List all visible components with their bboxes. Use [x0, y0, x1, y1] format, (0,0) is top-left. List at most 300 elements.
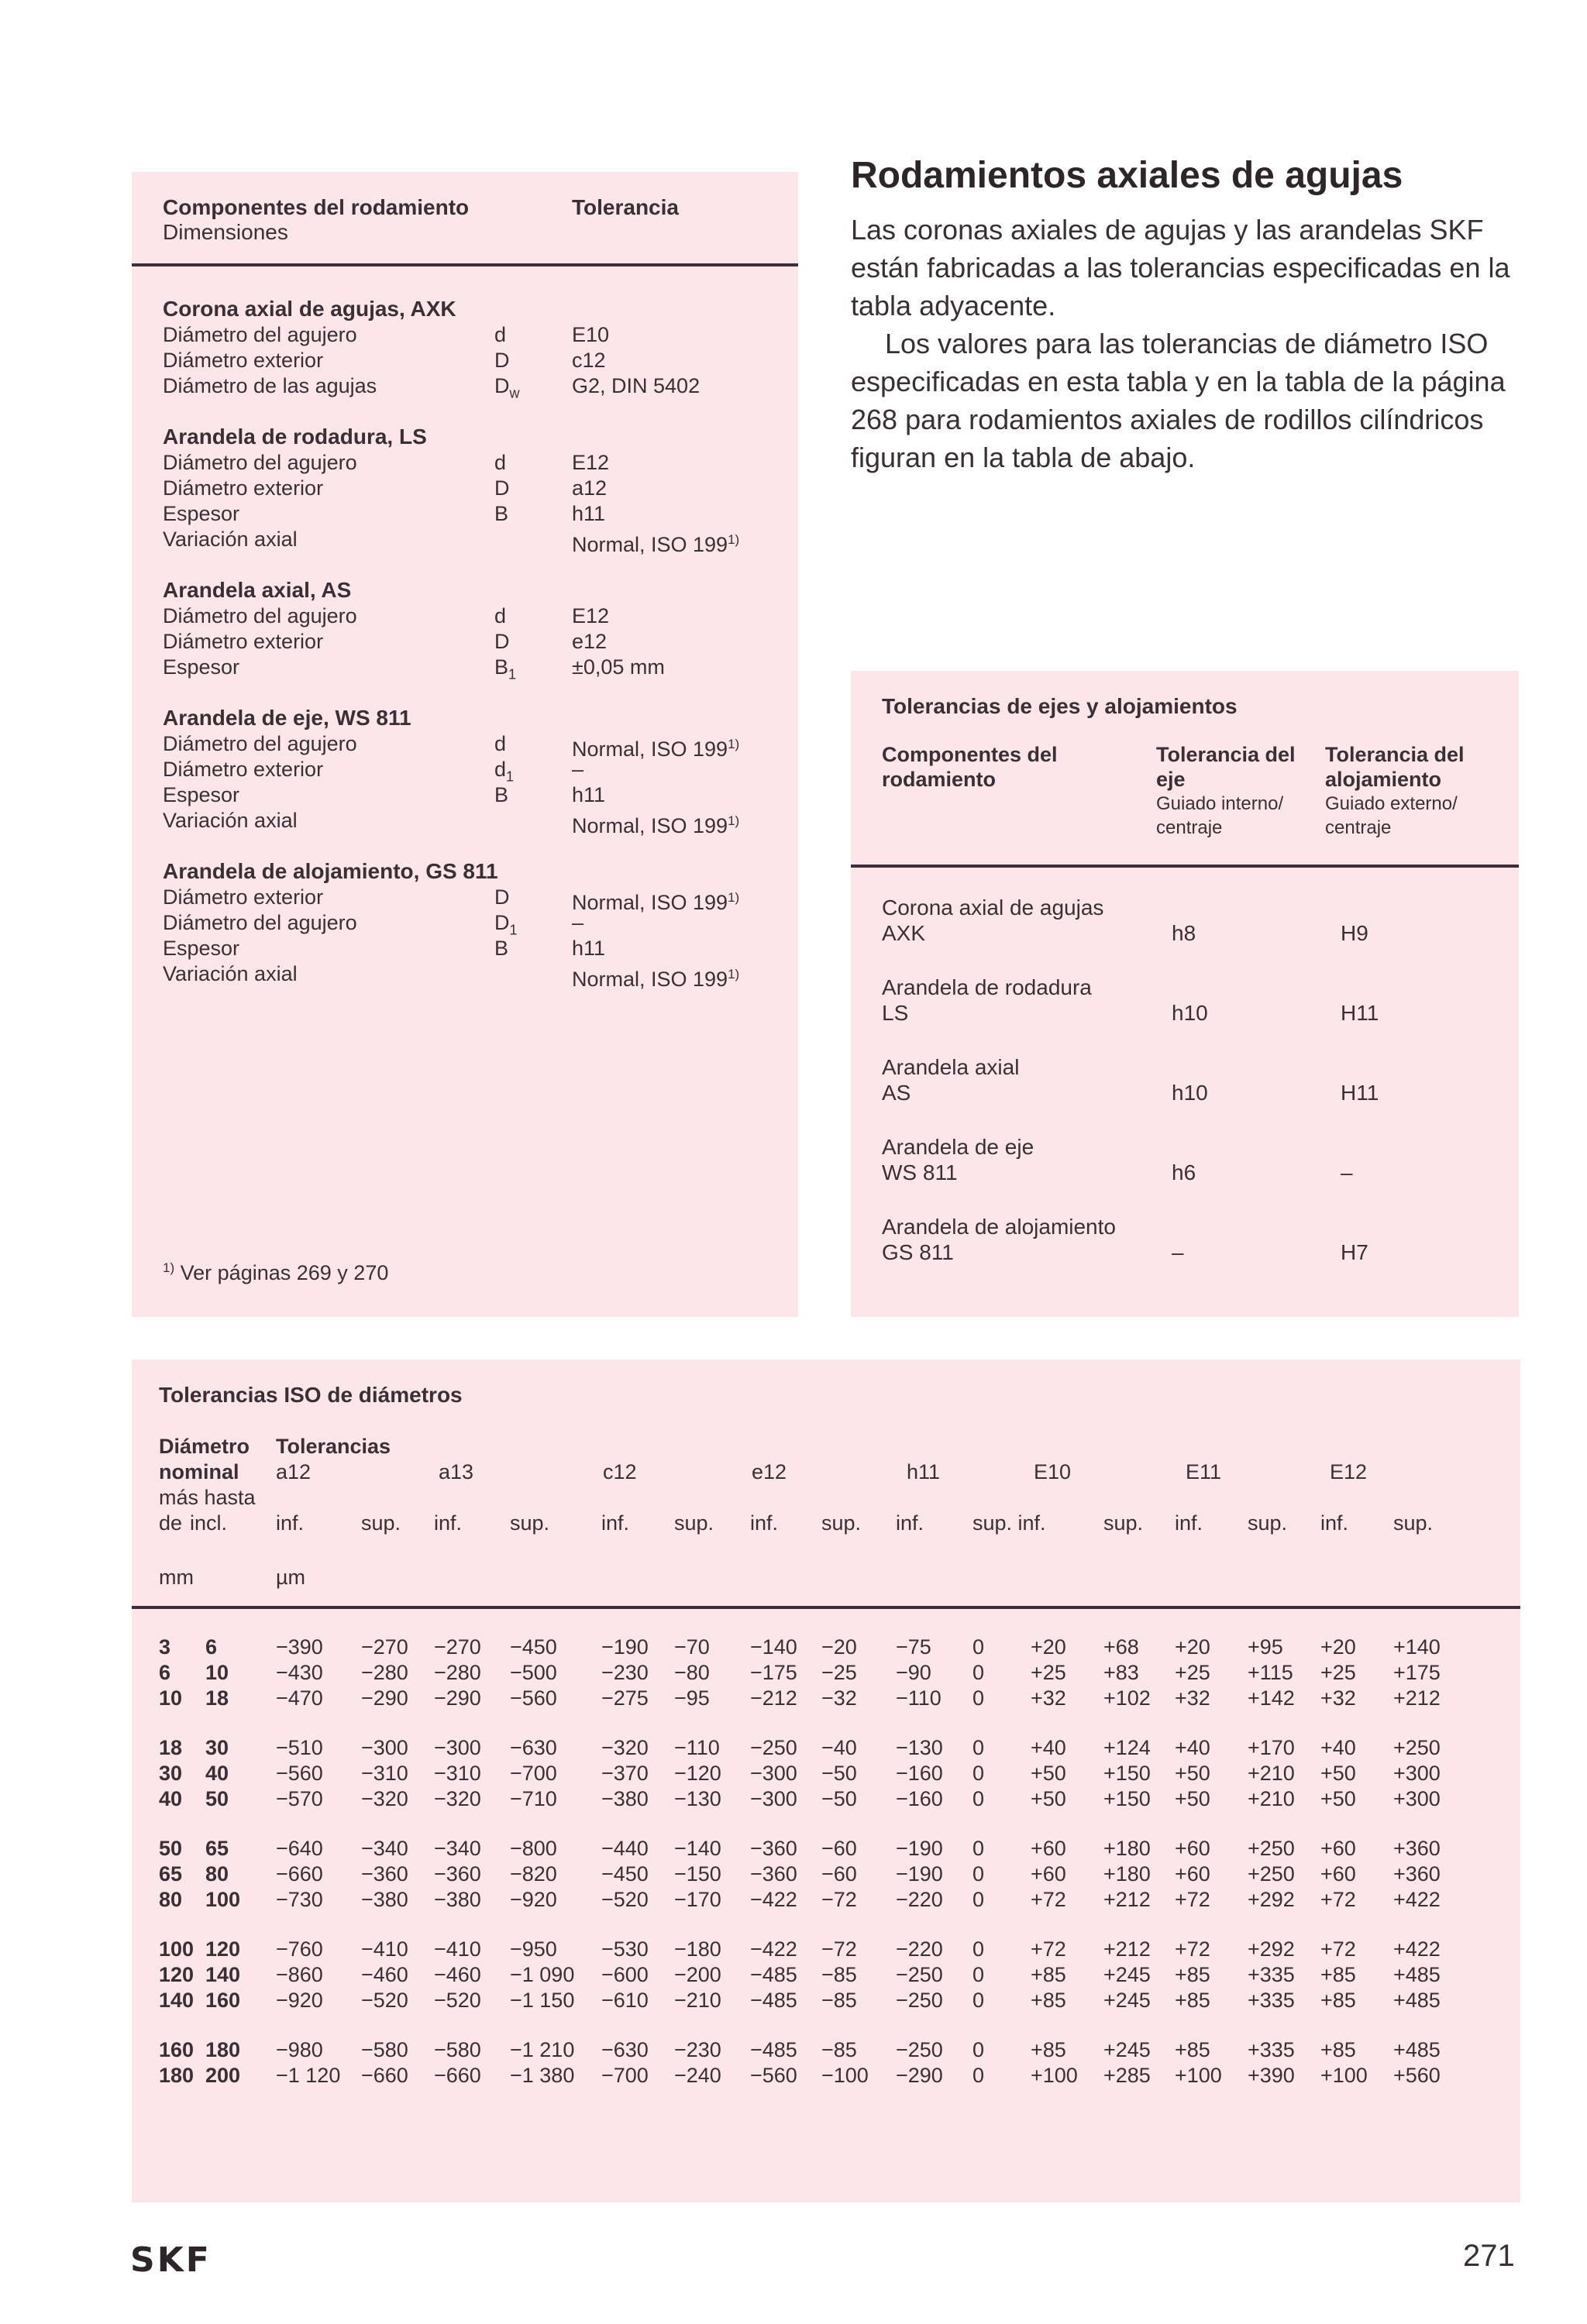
tolerance-cell: 0 [973, 2064, 985, 2087]
tolerance-cell: −320 [434, 1787, 481, 1810]
tolerance-cell: +245 [1103, 1989, 1151, 2012]
footnote [163, 1260, 388, 1285]
symbol-letter: B [494, 655, 509, 679]
tolerance-cell: −920 [510, 1888, 557, 1911]
dimension-label: Diámetro exterior [163, 758, 324, 781]
tolerance-cell: −20 [821, 1635, 857, 1659]
tolerance-cell: +300 [1393, 1762, 1441, 1785]
component-name: Arandela de rodadura [882, 975, 1092, 999]
housing-tolerance: H9 [1341, 921, 1368, 945]
tolerance-cell: −1 150 [510, 1989, 575, 2012]
tolerance-text: h11 [572, 502, 606, 525]
tolerance-cell: −360 [434, 1862, 481, 1886]
left-table-body [163, 296, 783, 1012]
tolerance-cell: +85 [1320, 1989, 1356, 2012]
tolerance-cell: −380 [601, 1787, 649, 1810]
tolerance-cell: −170 [674, 1888, 721, 1911]
iso-table-row [132, 1786, 1520, 1812]
iso-unit-mm: mm [159, 1566, 194, 1589]
tolerance-section [163, 424, 783, 556]
symbol-letter: D [494, 476, 510, 500]
tolerance-cell: −50 [821, 1787, 857, 1810]
iso-header-de: de [159, 1511, 183, 1535]
tolerance-cell: −660 [276, 1862, 323, 1886]
tolerance-cell: −410 [361, 1937, 408, 1961]
iso-header-inf: inf. [896, 1511, 924, 1535]
tolerance-cell: +40 [1175, 1736, 1210, 1759]
footnote-ref: 1) [728, 737, 740, 751]
iso-table-row [132, 1988, 1520, 2013]
tolerance-cell: −460 [434, 1963, 481, 1986]
iso-header-sup: sup. [1393, 1511, 1434, 1535]
iso-header-tolerancias: Tolerancias [276, 1435, 391, 1458]
tolerance-cell: −300 [750, 1787, 797, 1810]
shaft-header-shaft-title: Tolerancia del eje [1156, 743, 1296, 791]
iso-grade-c12: c12 [603, 1460, 637, 1483]
shaft-header-housing-sub: Guiado externo/ centraje [1325, 793, 1458, 838]
tolerance-cell: +210 [1248, 1787, 1295, 1810]
tolerance-cell: −580 [434, 2038, 481, 2061]
shaft-table-row [882, 1135, 1502, 1186]
bearing-tolerance-panel [132, 172, 798, 1317]
tolerance-cell: −920 [276, 1989, 323, 2012]
tolerance-cell: −700 [510, 1762, 557, 1785]
tolerance-row [163, 757, 783, 785]
tolerance-value [572, 936, 605, 961]
tolerance-text: E12 [572, 451, 610, 474]
tolerance-cell: +50 [1031, 1762, 1066, 1785]
tolerance-cell: +180 [1103, 1862, 1151, 1886]
shaft-header-shaft [1156, 742, 1319, 840]
component-code: GS 811 [882, 1240, 954, 1264]
tolerance-cell: +100 [1320, 2064, 1368, 2087]
article-paragraph-1: Las coronas axiales de agujas y las arandelas SKF están fabricadas a las tolerancias especificadas en la tabla adyacente. [851, 214, 1510, 321]
iso-header-sup: sup. [821, 1511, 862, 1535]
section-title: Arandela de rodadura, LS [163, 425, 427, 449]
diameter-to: 10 [205, 1661, 229, 1684]
tolerance-cell: −250 [896, 2038, 943, 2061]
iso-header-inf: inf. [1175, 1511, 1203, 1535]
iso-table-row [132, 1836, 1520, 1862]
tolerance-cell: +25 [1320, 1661, 1356, 1684]
tolerance-cell: +83 [1103, 1661, 1139, 1684]
diameter-to: 80 [205, 1862, 229, 1886]
tolerance-cell: −390 [276, 1635, 323, 1659]
tolerance-cell: +360 [1393, 1862, 1441, 1886]
tolerance-cell: 0 [973, 1837, 985, 1860]
tolerance-cell: +124 [1103, 1736, 1151, 1759]
tolerance-row [163, 603, 783, 629]
tolerance-cell: +68 [1103, 1635, 1139, 1659]
iso-table-title: Tolerancias ISO de diámetros [159, 1383, 463, 1407]
tolerance-value [572, 476, 607, 501]
tolerance-cell: −510 [276, 1736, 323, 1759]
tolerance-row [163, 476, 783, 501]
tolerance-cell: −175 [750, 1661, 797, 1684]
dimension-label: Diámetro exterior [163, 476, 324, 500]
iso-table-row [132, 1887, 1520, 1913]
shaft-tolerance: h6 [1172, 1160, 1196, 1184]
tolerance-cell: −340 [434, 1837, 481, 1860]
tolerance-cell: −520 [361, 1989, 408, 2012]
iso-table-row [132, 1660, 1520, 1686]
tolerance-cell: −380 [434, 1888, 481, 1911]
skf-logo: SKF [130, 2240, 212, 2280]
tolerance-cell: −300 [434, 1736, 481, 1759]
tolerance-cell: −230 [674, 2038, 721, 2061]
tolerance-cell: −210 [674, 1989, 721, 2012]
symbol-letter: D [494, 349, 510, 372]
tolerance-cell: +32 [1175, 1686, 1210, 1710]
tolerance-cell: −110 [674, 1736, 720, 1759]
tolerance-cell: −485 [750, 1963, 797, 1986]
iso-table-row [132, 1862, 1520, 1887]
housing-tolerance: H7 [1341, 1240, 1368, 1264]
tolerance-cell: −1 380 [510, 2064, 575, 2087]
tolerance-cell: +85 [1031, 1963, 1066, 1986]
tolerance-cell: −640 [276, 1837, 323, 1860]
tolerance-cell: +335 [1248, 1963, 1295, 1986]
tolerance-value [572, 910, 584, 936]
tolerance-section [163, 858, 783, 991]
tolerance-cell: −320 [361, 1787, 408, 1810]
tolerance-cell: −760 [276, 1937, 323, 1961]
tolerance-cell: −72 [821, 1888, 857, 1911]
tolerance-cell: −80 [674, 1661, 710, 1684]
tolerance-cell: +72 [1031, 1937, 1066, 1961]
tolerance-cell: −190 [896, 1862, 943, 1886]
tolerance-cell: −520 [434, 1989, 481, 2012]
tolerance-cell: −730 [276, 1888, 323, 1911]
shaft-header-components: Componentes del rodamiento [882, 743, 1058, 791]
tolerance-cell: +25 [1031, 1661, 1066, 1684]
tolerance-value [572, 348, 606, 373]
tolerance-cell: −360 [750, 1862, 797, 1886]
iso-table-row [132, 1686, 1520, 1711]
tolerance-cell: −460 [361, 1963, 408, 1986]
component-name: Arandela de eje [882, 1135, 1034, 1159]
tolerance-cell: −250 [750, 1736, 797, 1759]
tolerance-cell: +245 [1103, 1963, 1151, 1986]
tolerance-cell: −360 [361, 1862, 408, 1886]
housing-tolerance: – [1341, 1160, 1353, 1184]
section-title: Arandela de eje, WS 811 [163, 706, 411, 730]
iso-header-inf: inf. [1320, 1511, 1349, 1535]
dimension-symbol [494, 501, 508, 527]
header-tolerance: Tolerancia [572, 195, 679, 219]
tolerance-cell: −800 [510, 1837, 557, 1860]
footnote-ref: 1) [728, 890, 740, 905]
tolerance-cell: +212 [1103, 1937, 1151, 1961]
dimension-label: Diámetro exterior [163, 349, 324, 372]
diameter-from: 30 [159, 1762, 183, 1785]
tolerance-cell: +72 [1175, 1888, 1210, 1911]
tolerance-cell: +485 [1393, 1989, 1441, 2012]
dimension-symbol [494, 322, 506, 348]
tolerance-cell: +85 [1175, 2038, 1210, 2061]
tolerance-cell: −250 [896, 1963, 943, 1986]
diameter-to: 160 [205, 1989, 241, 2012]
tolerance-cell: −160 [896, 1762, 943, 1785]
tolerance-cell: 0 [973, 1937, 985, 1961]
dimension-symbol [494, 731, 506, 757]
iso-table-row [132, 2037, 1520, 2063]
symbol-letter: d [494, 323, 507, 346]
tolerance-text: Normal, ISO 199 [572, 891, 728, 914]
tolerance-cell: −370 [601, 1762, 649, 1785]
diameter-from: 120 [159, 1963, 195, 1986]
tolerance-cell: +95 [1248, 1635, 1283, 1659]
iso-header-diametro: Diámetro [159, 1435, 250, 1458]
symbol-letter: D [494, 885, 510, 909]
tolerance-cell: −160 [896, 1787, 943, 1810]
tolerance-cell: +20 [1031, 1635, 1066, 1659]
diameter-to: 120 [205, 1937, 241, 1961]
symbol-letter: B [494, 937, 509, 960]
header-dimensions: Dimensiones [163, 220, 288, 244]
tolerance-row [163, 373, 783, 399]
tolerance-cell: +102 [1103, 1686, 1151, 1710]
dimension-label: Diámetro del agujero [163, 604, 357, 627]
diameter-from: 180 [159, 2064, 195, 2087]
tolerance-cell: 0 [973, 1963, 985, 1986]
tolerance-cell: +150 [1103, 1762, 1151, 1785]
tolerance-value [572, 782, 605, 808]
tolerance-cell: −485 [750, 1989, 797, 2012]
tolerance-cell: +85 [1320, 2038, 1356, 2061]
tolerance-cell: −85 [821, 1989, 857, 2012]
tolerance-cell: 0 [973, 2038, 985, 2061]
iso-grade-h11: h11 [907, 1460, 941, 1483]
tolerance-cell: +50 [1320, 1787, 1356, 1810]
dimension-symbol [494, 885, 510, 910]
symbol-subscript: 1 [508, 666, 517, 682]
tolerance-cell: −580 [361, 2038, 408, 2061]
tolerance-cell: +50 [1175, 1787, 1210, 1810]
tolerance-cell: +245 [1103, 2038, 1151, 2061]
tolerance-cell: −40 [821, 1736, 857, 1759]
dimension-label: Variación axial [163, 528, 298, 551]
iso-table-row [132, 2063, 1520, 2089]
tolerance-text: G2, DIN 5402 [572, 374, 701, 397]
tolerance-cell: −560 [510, 1686, 557, 1710]
tolerance-cell: −130 [674, 1787, 721, 1810]
tolerance-value [572, 527, 739, 558]
tolerance-cell: −290 [434, 1686, 481, 1710]
shaft-header-rule [851, 865, 1519, 868]
tolerance-row [163, 731, 783, 761]
shaft-tolerance: h10 [1172, 1001, 1208, 1025]
tolerance-cell: −220 [896, 1937, 943, 1961]
tolerance-cell: −1 090 [510, 1963, 575, 1986]
symbol-letter: D [494, 374, 510, 397]
iso-grade-a13: a13 [439, 1460, 474, 1483]
shaft-tolerance: h8 [1172, 921, 1196, 945]
tolerance-cell: −240 [674, 2064, 721, 2087]
tolerance-cell: +60 [1031, 1837, 1066, 1860]
tolerance-cell: −530 [601, 1937, 649, 1961]
tolerance-cell: +85 [1031, 2038, 1066, 2061]
diameter-from: 3 [159, 1635, 171, 1659]
tolerance-cell: −100 [821, 2064, 869, 2087]
symbol-letter: D [494, 911, 510, 934]
tolerance-section [163, 577, 783, 680]
tolerance-cell: +85 [1320, 1963, 1356, 1986]
iso-header-inf: inf. [276, 1511, 305, 1535]
dimension-symbol [494, 348, 510, 373]
iso-header-inf: inf. [750, 1511, 779, 1535]
tolerance-cell: +40 [1031, 1736, 1066, 1759]
dimension-symbol [494, 936, 508, 961]
article-paragraph-2: Los valores para las tolerancias de diámetro ISO especificadas en esta tabla y en la tabla de la página 268 para rodamientos axiales de rodillos cilíndricos figuran en la tabla de abajo. [851, 328, 1506, 473]
tolerance-cell: −422 [750, 1937, 797, 1961]
tolerance-cell: +40 [1320, 1736, 1356, 1759]
tolerance-text: h11 [572, 783, 606, 806]
header-components [163, 195, 469, 245]
dimension-label: Diámetro del agujero [163, 451, 357, 474]
component-code: LS [882, 1001, 909, 1025]
tolerance-value [572, 808, 739, 839]
iso-table-row [132, 1761, 1520, 1786]
footnote-ref: 1) [728, 967, 740, 982]
tolerance-cell: −212 [750, 1686, 797, 1710]
tolerance-cell: −560 [750, 2064, 797, 2087]
tolerance-text: c12 [572, 349, 606, 372]
tolerance-cell: −75 [896, 1635, 931, 1659]
iso-grade-a12: a12 [276, 1460, 312, 1483]
tolerance-cell: 0 [973, 1862, 985, 1886]
tolerance-row [163, 655, 783, 680]
tolerance-cell: +100 [1031, 2064, 1078, 2087]
tolerance-cell: −280 [434, 1661, 481, 1684]
tolerance-cell: −450 [510, 1635, 557, 1659]
iso-header-sup: sup. [361, 1511, 401, 1535]
tolerance-cell: +360 [1393, 1837, 1441, 1860]
housing-tolerance: H11 [1341, 1001, 1379, 1025]
component-code: AS [882, 1081, 911, 1105]
tolerance-cell: −560 [276, 1762, 323, 1785]
symbol-letter: D [494, 630, 510, 653]
symbol-letter: d [494, 758, 507, 781]
page-number: 271 [1463, 2239, 1515, 2273]
shaft-header-housing [1325, 742, 1503, 840]
tolerance-cell: −450 [601, 1862, 649, 1886]
tolerance-text: – [572, 911, 584, 934]
tolerance-cell: +150 [1103, 1787, 1151, 1810]
tolerance-text: Normal, ISO 199 [572, 814, 728, 837]
component-code: WS 811 [882, 1160, 958, 1184]
tolerance-cell: −280 [361, 1661, 408, 1684]
tolerance-cell: −130 [896, 1736, 943, 1759]
tolerance-cell: −230 [601, 1661, 649, 1684]
tolerance-cell: +115 [1248, 1661, 1293, 1684]
iso-header-sup-inf: sup. inf. [973, 1511, 1046, 1535]
tolerance-cell: 0 [973, 1686, 985, 1710]
iso-grade-e12: e12 [752, 1460, 787, 1483]
tolerance-cell: −270 [361, 1635, 408, 1659]
tolerance-cell: +285 [1103, 2064, 1151, 2087]
dimension-label: Espesor [163, 937, 240, 960]
tolerance-cell: −630 [510, 1736, 557, 1759]
component-code: AXK [882, 921, 926, 945]
dimension-symbol [494, 476, 510, 501]
diameter-to: 18 [205, 1686, 229, 1710]
tolerance-text: Normal, ISO 199 [572, 968, 728, 991]
tolerance-value [572, 603, 609, 629]
tolerance-cell: +100 [1175, 2064, 1222, 2087]
tolerance-row [163, 961, 783, 991]
tolerance-cell: 0 [973, 1635, 985, 1659]
tolerance-cell: −60 [821, 1862, 857, 1886]
tolerance-cell: −85 [821, 2038, 857, 2061]
tolerance-cell: −250 [896, 1989, 943, 2012]
tolerance-text: ±0,05 mm [572, 655, 665, 679]
tolerance-cell: 0 [973, 1762, 985, 1785]
diameter-from: 18 [159, 1736, 183, 1759]
iso-header-sup: sup. [674, 1511, 714, 1535]
shaft-table-title: Tolerancias de ejes y alojamientos [882, 694, 1238, 718]
diameter-from: 65 [159, 1862, 183, 1886]
tolerance-cell: 0 [973, 1661, 985, 1684]
tolerance-row [163, 450, 783, 476]
iso-unit-um: µm [276, 1566, 306, 1589]
tolerance-cell: −660 [434, 2064, 481, 2087]
tolerance-cell: −470 [276, 1686, 323, 1710]
tolerance-cell: +390 [1248, 2064, 1295, 2087]
diameter-from: 10 [159, 1686, 183, 1710]
shaft-tolerance: – [1172, 1240, 1184, 1264]
tolerance-cell: −220 [896, 1888, 943, 1911]
tolerance-value [572, 322, 609, 348]
tolerance-cell: +20 [1175, 1635, 1210, 1659]
tolerance-cell: +60 [1175, 1862, 1210, 1886]
footnote-mark: 1) [163, 1260, 175, 1275]
iso-header-inf: inf. [601, 1511, 630, 1535]
tolerance-value [572, 629, 607, 655]
tolerance-cell: +212 [1103, 1888, 1151, 1911]
tolerance-cell: −1 120 [276, 2064, 341, 2087]
component-name: Arandela axial [882, 1055, 1020, 1079]
iso-header-sup: sup. [510, 1511, 550, 1535]
tolerance-cell: −190 [896, 1837, 943, 1860]
iso-header-sup: sup. [1103, 1511, 1144, 1535]
tolerance-cell: −1 210 [510, 2038, 575, 2061]
tolerance-cell: −110 [896, 1686, 942, 1710]
tolerance-row [163, 629, 783, 655]
tolerance-cell: +292 [1248, 1937, 1295, 1961]
tolerance-section [163, 296, 783, 399]
tolerance-cell: −380 [361, 1888, 408, 1911]
dimension-symbol [494, 603, 506, 629]
tolerance-cell: −320 [601, 1736, 649, 1759]
diameter-to: 65 [205, 1837, 229, 1860]
diameter-to: 180 [205, 2038, 241, 2061]
tolerance-cell: +32 [1320, 1686, 1356, 1710]
symbol-letter: d [494, 604, 507, 627]
tolerance-cell: +25 [1175, 1661, 1210, 1684]
tolerance-cell: −140 [750, 1635, 797, 1659]
tolerance-cell: −85 [821, 1963, 857, 1986]
tolerance-cell: +140 [1393, 1635, 1441, 1659]
shaft-tolerance: h10 [1172, 1081, 1208, 1105]
iso-grade-E11: E11 [1186, 1460, 1222, 1483]
tolerance-cell: −360 [750, 1837, 797, 1860]
tolerance-cell: 0 [973, 1888, 985, 1911]
tolerance-text: E12 [572, 604, 610, 627]
iso-table-row [132, 1937, 1520, 1962]
tolerance-cell: −950 [510, 1937, 557, 1961]
tolerance-cell: +60 [1320, 1837, 1356, 1860]
